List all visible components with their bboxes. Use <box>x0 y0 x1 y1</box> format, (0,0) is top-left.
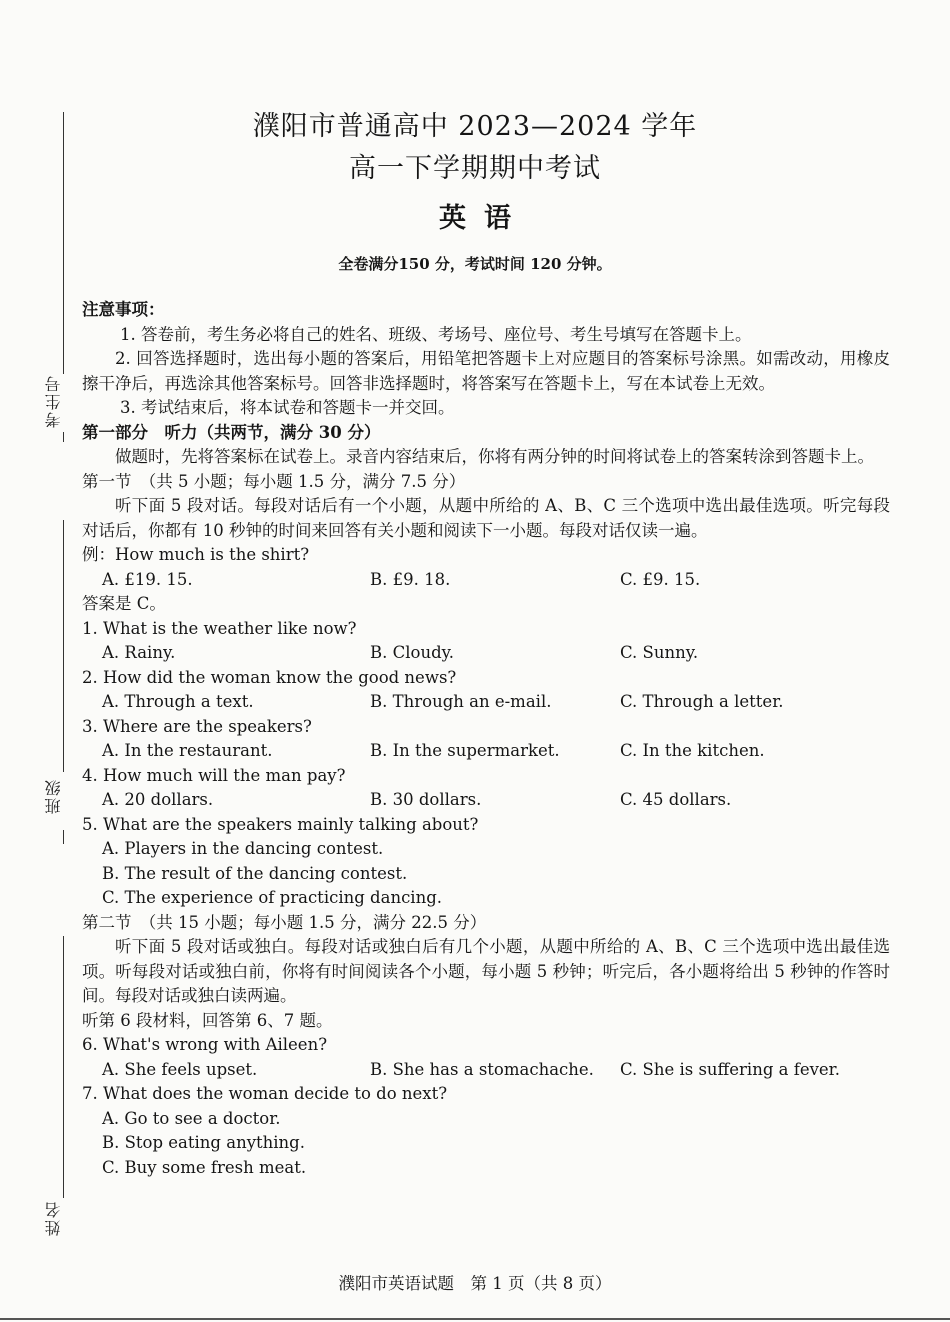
exam-number-label: 考生号 <box>44 374 63 428</box>
section2-heading: 第二节 （共 15 小题；每小题 1.5 分，满分 22.5 分） <box>82 912 487 932</box>
question-1: 1. What is the weather like now? <box>82 618 357 638</box>
question-3: 3. Where are the speakers? <box>82 716 312 736</box>
option-a: A. Go to see a doctor. <box>102 1108 281 1128</box>
section1-heading: 第一节 （共 5 小题；每小题 1.5 分，满分 7.5 分） <box>82 471 466 491</box>
question-6-options <box>82 1058 890 1083</box>
question-2-options <box>82 690 890 715</box>
option-c: C. Sunny. <box>620 643 699 662</box>
option-a: A. Through a text. <box>102 692 254 711</box>
example-answer: 答案是 C。 <box>82 594 166 613</box>
option-a: A. Rainy. <box>102 643 176 662</box>
option-a: A. £19. 15. <box>102 569 193 589</box>
option-b: B. She has a stomachache. <box>370 1059 594 1079</box>
example-question: 例：How much is the shirt? <box>82 545 310 564</box>
part1-intro: 做题时，先将答案标在试卷上。录音内容结束后，你将有两分钟的时间将试卷上的答案转涂到答题卡上。 <box>115 447 874 466</box>
option-c: C. 45 dollars. <box>620 790 732 809</box>
option-b: B. Cloudy. <box>370 643 455 662</box>
option-b: B. Stop eating anything. <box>102 1133 305 1152</box>
question-1-options <box>82 641 890 666</box>
question-4: 4. How much will the man pay? <box>82 765 346 785</box>
note-item: 3. 考试结束后，将本试卷和答题卡一并交回。 <box>120 398 455 417</box>
option-c: C. In the kitchen. <box>620 741 765 760</box>
option-a: A. In the restaurant. <box>102 741 273 760</box>
bottom-border <box>0 1318 950 1320</box>
binding-line <box>63 432 64 442</box>
option-b: B. 30 dollars. <box>370 790 482 809</box>
option-a: A. She feels upset. <box>102 1059 258 1079</box>
example-options <box>82 568 890 593</box>
option-b: B. In the supermarket. <box>370 741 560 760</box>
exam-info: 全卷满分150 分，考试时间 120 分钟。 <box>338 255 612 273</box>
notes-heading: 注意事项： <box>82 300 165 319</box>
exam-content <box>82 298 890 1180</box>
title-line-1: 濮阳市普通高中 2023—2024 学年 <box>252 111 698 142</box>
option-c: C. Through a letter. <box>620 692 784 711</box>
option-b: B. £9. 18. <box>370 569 451 589</box>
section2-intro: 听下面 5 段对话或独白。每段对话或独白后有几个小题，从题中所给的 A、B、C 三个选项中选出最佳选项。听每段对话或独白前，你将有时间阅读各个小题，每小题 5 秒钟；听完后，各小题将给出 5 秒钟的作答时间。每段对话或独白读两遍。 <box>82 937 890 1005</box>
section1-intro: 听下面 5 段对话。每段对话后有一个小题，从题中所给的 A、B、C 三个选项中选出最佳选项。听完每段对话后，你都有 10 秒钟的时间来回答有关小题和阅读下一小题。每段对话仅读一遍。 <box>82 496 890 540</box>
subject-title: 英语 <box>439 203 529 234</box>
part1-heading: 第一部分 听力（共两节，满分 30 分） <box>82 422 381 442</box>
title-line-2: 高一下学期期中考试 <box>349 153 601 184</box>
binding-line <box>63 830 64 844</box>
option-b: B. Through an e-mail. <box>370 692 552 711</box>
question-6: 6. What's wrong with Aileen? <box>82 1035 328 1054</box>
option-a: A. Players in the dancing contest. <box>102 839 384 858</box>
option-c: C. £9. 15. <box>620 569 701 589</box>
note-item: 1. 答卷前，考生务必将自己的姓名、班级、考场号、座位号、考生号填写在答题卡上。 <box>120 324 752 344</box>
option-c: C. She is suffering a fever. <box>620 1059 840 1079</box>
question-2: 2. How did the woman know the good news? <box>82 667 457 687</box>
name-label: 姓名 <box>44 1200 63 1236</box>
option-c: C. The experience of practicing dancing. <box>102 888 443 907</box>
binding-line <box>63 520 64 772</box>
material-6-instruction: 听第 6 段材料，回答第 6、7 题。 <box>82 1010 333 1030</box>
option-a: A. 20 dollars. <box>102 790 214 809</box>
page-footer: 濮阳市英语试题 第 1 页（共 8 页） <box>338 1274 612 1293</box>
note-item: 2. 回答选择题时，选出每小题的答案后，用铅笔把答题卡上对应题目的答案标号涂黑。如需改动，用橡皮擦干净后，再选涂其他答案标号。回答非选择题时，将答案写在答题卡上，写在本试卷上无效。 <box>82 349 890 393</box>
question-7: 7. What does the woman decide to do next? <box>82 1084 448 1103</box>
question-5: 5. What are the speakers mainly talking about? <box>82 814 479 834</box>
class-label: 班级 <box>44 778 63 814</box>
question-4-options <box>82 788 890 813</box>
option-b: B. The result of the dancing contest. <box>102 863 408 883</box>
option-c: C. Buy some fresh meat. <box>102 1157 307 1177</box>
binding-line <box>63 936 64 1198</box>
question-3-options <box>82 739 890 764</box>
